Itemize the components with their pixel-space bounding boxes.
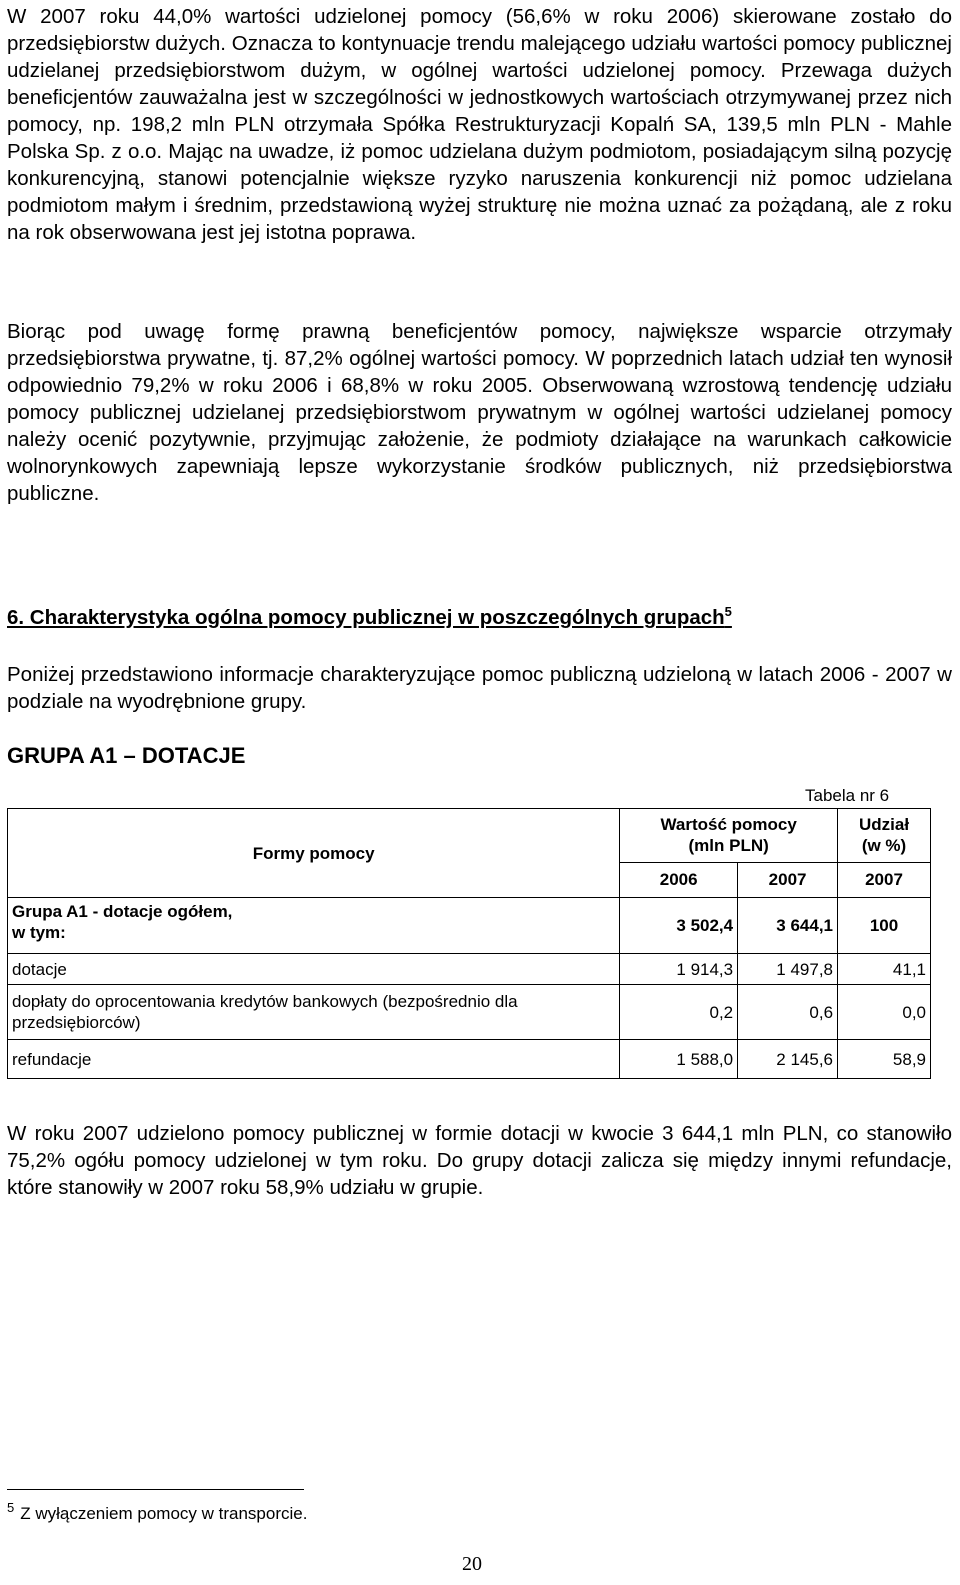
row-value-2007: 1 497,8	[738, 954, 838, 985]
header-forms: Formy pomocy	[8, 809, 620, 898]
footnote-text: Z wyłączeniem pomocy w transporcie.	[20, 1504, 308, 1523]
footnote-reference: 5	[724, 604, 732, 620]
group-heading: GRUPA A1 – DOTACJE	[7, 743, 246, 768]
table-row	[8, 898, 931, 954]
table-header-row	[8, 809, 931, 863]
footnote-number: 5	[7, 1500, 15, 1516]
paragraph-intro-groups: Poniżej przedstawiono informacje charakteryzujące pomoc publiczną udzieloną w latach 2006 - 2007 w podziale na wyodrębnione grupy.	[7, 663, 952, 713]
year-2007: 2007	[738, 862, 838, 897]
row-value-2007: 3 644,1	[738, 898, 838, 954]
row-label: dopłaty do oprocentowania kredytów bankowych (bezpośrednio dla przedsiębiorców)	[8, 985, 620, 1040]
row-value-2007: 0,6	[738, 985, 838, 1040]
row-share: 0,0	[838, 985, 931, 1040]
section-heading	[7, 606, 732, 630]
row-label: Grupa A1 - dotacje ogółem, w tym:	[8, 898, 620, 954]
row-value-2007: 2 145,6	[738, 1040, 838, 1079]
header-share: Udział (w %)	[838, 809, 931, 863]
paragraph-dotacje-summary: W roku 2007 udzielono pomocy publicznej w formie dotacji w kwocie 3 644,1 mln PLN, co stanowiło 75,2% ogółu pomocy udzielonej w tym roku. Do grupy dotacji zalicza się między innymi refundacje, które stanowiły w 2007 roku 58,9% udziału w grupie.	[7, 1122, 952, 1199]
table-row	[8, 954, 931, 985]
row-value-2006: 1 588,0	[620, 1040, 738, 1079]
row-share: 58,9	[838, 1040, 931, 1079]
table-caption: Tabela nr 6	[805, 786, 890, 805]
table-row	[8, 1040, 931, 1079]
page-number: 20	[462, 1553, 482, 1575]
section-heading-text: 6. Charakterystyka ogólna pomocy publicznej w poszczególnych grupach	[7, 606, 725, 629]
row-value-2006: 1 914,3	[620, 954, 738, 985]
table-grupa-a1	[7, 808, 931, 1079]
row-value-2006: 3 502,4	[620, 898, 738, 954]
year-2007-share: 2007	[838, 862, 931, 897]
table-row	[8, 985, 931, 1040]
row-share: 100	[838, 898, 931, 954]
year-2006: 2006	[620, 862, 738, 897]
row-label: refundacje	[8, 1040, 620, 1079]
row-share: 41,1	[838, 954, 931, 985]
paragraph-large-enterprises: W 2007 roku 44,0% wartości udzielonej pomocy (56,6% w roku 2006) skierowane zostało do przedsiębiorstw dużych. Oznacza to kontynuacje trendu malejącego udziału wartości pomocy publicznej udzielanej przedsiębiorstwom dużym, w ogólnej wartości udzielonej pomocy. Przewaga dużych beneficjentów zauważalna jest w szczególności w jednostkowych wartościach otrzymywanej przez nich pomocy, np. 198,2 mln PLN otrzymała Spółka Restrukturyzacji Kopalń SA, 139,5 mln PLN - Mahle Polska Sp. z o.o. Mając na uwadze, iż pomoc udzielana dużym podmiotom, posiadającym silną pozycję konkurencyjną, stanowi potencjalnie większe ryzyko naruszenia konkurencji niż pomoc udzielana podmiotom małym i średnim, przedstawioną wyżej strukturę nie można uznać za pożądaną, ale z roku na rok obserwowana jest jej istotna poprawa.	[7, 5, 952, 244]
header-value: Wartość pomocy (mln PLN)	[620, 809, 838, 863]
paragraph-private-enterprises: Biorąc pod uwagę formę prawną beneficjentów pomocy, największe wsparcie otrzymały przedsiębiorstwa prywatne, tj. 87,2% ogólnej wartości pomocy. W poprzednich latach udział ten wynosił odpowiednio 79,2% w roku 2006 i 68,8% w roku 2005. Obserwowaną wzrostową tendencję udziału pomocy publicznej udzielanej przedsiębiorstwom prywatnym w ogólnej wartości udzielanej pomocy należy ocenić pozytywnie, przyjmując założenie, że podmioty działające na warunkach całkowicie wolnorynkowych zapewniają lepsze wykorzystanie środków publicznych, niż przedsiębiorstwa publiczne.	[7, 320, 952, 505]
row-value-2006: 0,2	[620, 985, 738, 1040]
footnote	[7, 1500, 308, 1524]
footnote-divider	[7, 1489, 304, 1490]
row-label: dotacje	[8, 954, 620, 985]
